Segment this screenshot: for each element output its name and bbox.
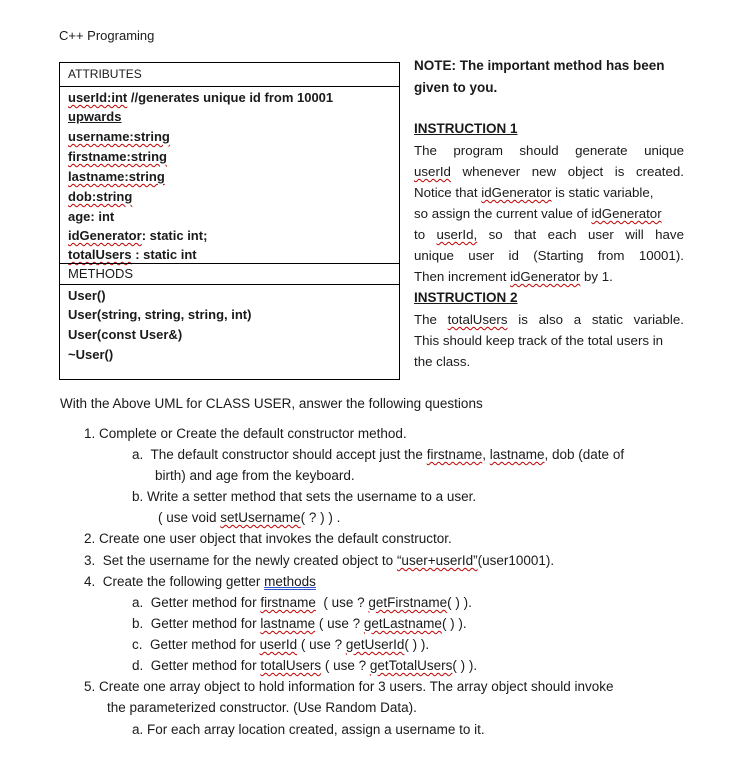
attribute-idgenerator: idGenerator: static int; [68, 228, 208, 243]
question-5-line-2: the parameterized constructor. (Use Random Data). [107, 700, 417, 715]
attribute-lastname: lastname:string [68, 169, 165, 184]
attribute-firstname: firstname:string [68, 149, 167, 164]
attributes-header: ATTRIBUTES [68, 67, 142, 81]
question-2: 2. Create one user object that invokes the default constructor. [84, 531, 452, 546]
methods-header: METHODS [68, 266, 133, 281]
text-line: Notice that idGenerator is static variable, [414, 185, 654, 200]
text-line: unique user id (Starting from 10001). [414, 248, 684, 263]
text-line: so assign the current value of idGenerator [414, 206, 662, 221]
instruction-1-title: INSTRUCTION 1 [414, 121, 518, 136]
question-1b-line-2: ( use void setUsername( ? ) ) . [158, 510, 341, 525]
method-destructor: ~User() [68, 347, 114, 362]
note-line-2: given to you. [414, 80, 498, 95]
text-line: The totalUsers is also a static variable. [414, 312, 684, 327]
question-4d: d. Getter method for totalUsers ( use ? getTotalUsers( ) ). [132, 658, 478, 673]
attribute-upwards: upwards [68, 109, 122, 124]
question-4a: a. Getter method for firstname ( use ? getFirstname( ) ). [132, 595, 472, 610]
divider [60, 263, 399, 264]
question-5a: a. For each array location created, assign a username to it. [132, 722, 485, 737]
text-line: The program should generate unique [414, 143, 684, 158]
text-line: the class. [414, 354, 471, 369]
text-line: userId whenever new object is created. [414, 164, 684, 179]
method-param-constructor: User(string, string, string, int) [68, 307, 252, 322]
question-4c: c. Getter method for userId ( use ? getUserId( ) ). [132, 637, 430, 652]
question-1a-line-1: a. The default constructor should accept just the firstname, lastname, dob (date of [132, 447, 625, 462]
attribute-userid: userId:int //generates unique id from 10001 [68, 90, 334, 105]
note-line-1: NOTE: The important method has been [414, 58, 665, 73]
attribute-totalusers: totalUsers : static int [68, 247, 197, 262]
question-4: 4. Create the following getter methods [84, 574, 316, 589]
text-line: This should keep track of the total users in [414, 333, 664, 348]
question-1b-line-1: b. Write a setter method that sets the username to a user. [132, 489, 477, 504]
question-1: 1. Complete or Create the default constructor method. [84, 426, 407, 441]
attribute-age: age: int [68, 209, 115, 224]
divider [60, 86, 399, 87]
divider [60, 284, 399, 285]
question-1a-line-2: birth) and age from the keyboard. [155, 468, 355, 483]
question-5-line-1: 5. Create one array object to hold information for 3 users. The array object should invoke [84, 679, 614, 694]
questions-intro: With the Above UML for CLASS USER, answer the following questions [60, 396, 483, 411]
page-title: C++ Programing [59, 28, 155, 43]
attribute-dob: dob:string [68, 189, 133, 204]
question-3: 3. Set the username for the newly created object to “user+userId”(user10001). [84, 553, 555, 568]
uml-class-diagram [59, 62, 400, 380]
instruction-2-title: INSTRUCTION 2 [414, 290, 518, 305]
method-copy-constructor: User(const User&) [68, 327, 183, 342]
attribute-username: username:string [68, 129, 170, 144]
text-line: Then increment idGenerator by 1. [414, 269, 613, 284]
method-default-constructor: User() [68, 288, 106, 303]
text-line: to userId, so that each user will have [414, 227, 684, 242]
instruction-2-body [414, 309, 684, 372]
question-4b: b. Getter method for lastname ( use ? getLastname( ) ). [132, 616, 467, 631]
instruction-1-body [414, 140, 684, 287]
